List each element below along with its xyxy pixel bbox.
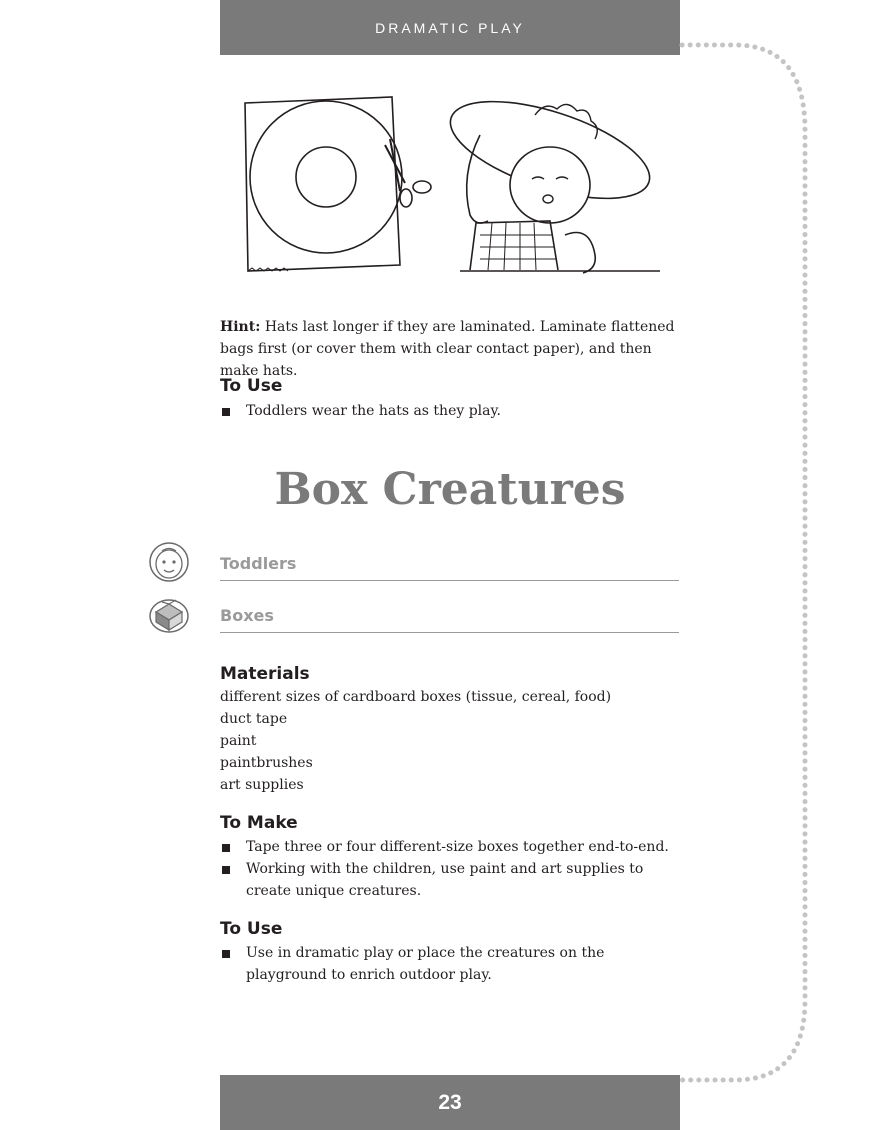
section-title: DRAMATIC PLAY [375,19,525,36]
material-item: duct tape [220,711,288,727]
to-make-item: Tape three or four different-size boxes together end-to-end. [220,836,680,858]
to-make-heading: To Make [220,813,298,833]
bullet-icon [222,408,230,416]
page-number: 23 [438,1090,462,1114]
category-label: Boxes [220,606,274,625]
box-category-icon [148,594,190,634]
to-make-item: Working with the children, use paint and art supplies to create unique creatures. [220,858,680,902]
bullet-icon [222,844,230,852]
hint-paragraph [220,316,680,382]
hint-text: Hats last longer if they are laminated. Laminate flattened bags first (or cover them with clear contact paper), and then make hats. [220,319,675,379]
baby-face-icon [148,541,190,583]
material-item: paint [220,733,257,749]
page-footer [220,1075,680,1130]
child-wearing-hat-illustration [440,95,665,280]
to-use-heading: To Use [220,919,283,939]
bullet-icon [222,866,230,874]
hint-label: Hint: [220,319,261,335]
material-item: art supplies [220,777,304,793]
age-group-row [220,552,679,581]
age-group-label: Toddlers [220,554,297,573]
hat-to-use-item: Toddlers wear the hats as they play. [220,400,680,422]
category-row [220,604,679,633]
bullet-icon [222,950,230,958]
materials-heading: Materials [220,664,310,684]
activity-title: Box Creatures [274,464,626,515]
paper-plate-cutting-illustration [240,95,440,275]
to-use-item: Use in dramatic play or place the creatures on the playground to enrich outdoor play. [220,942,680,986]
material-item: paintbrushes [220,755,313,771]
material-item: different sizes of cardboard boxes (tissue, cereal, food) [220,689,612,705]
hat-to-use-heading: To Use [220,376,283,396]
